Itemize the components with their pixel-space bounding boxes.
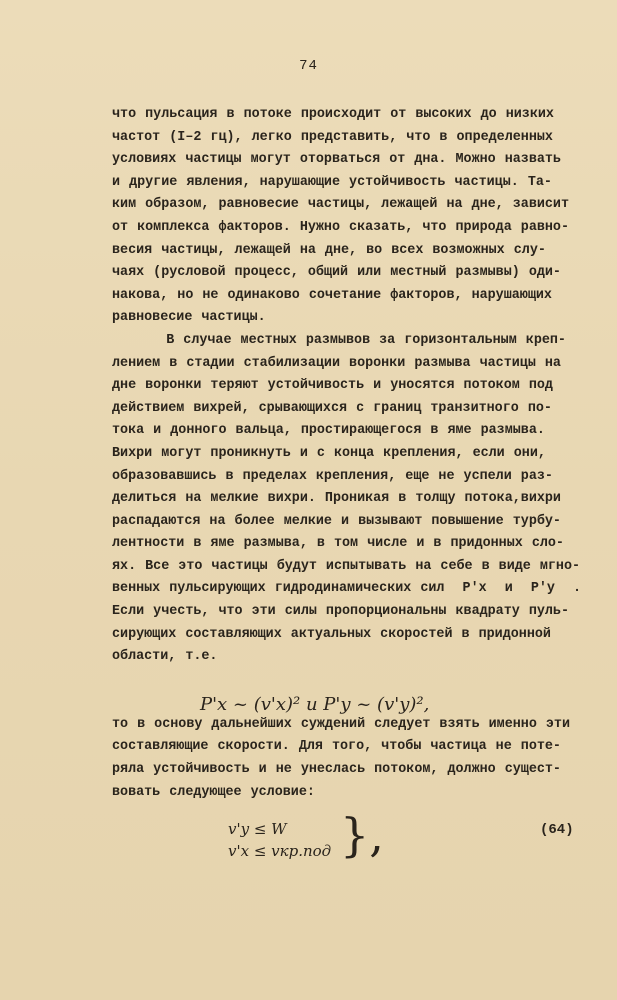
right-brace: }, (340, 808, 384, 862)
text-line: ях. Все это частицы будут испытывать на себе в виде мгно- (112, 558, 581, 574)
text-line: лением в стадии стабилизации воронки размыва частицы на (112, 355, 561, 371)
text-line: весия частицы, лежащей на дне, во всех возможных слу- (112, 242, 546, 258)
text-line: ряла устойчивость и не унеслась потоком, должно сущест- (112, 762, 561, 778)
text-line: дне воронки теряют устойчивость и уносятся потоком под (112, 378, 553, 394)
text-line: образовавшись в пределах крепления, еще не успели раз- (112, 468, 553, 484)
condition-line-2: v'x ≤ vкр.под (228, 842, 332, 860)
text-line: равновесие частицы. (112, 310, 266, 326)
text-line: от комплекса факторов. Нужно сказать, что природа равно- (112, 219, 569, 235)
text-line: ким образом, равновесие частицы, лежащей на дне, зависит (112, 197, 569, 213)
text-line: накова, но не одинаково сочетание факторов, нарушающих (112, 287, 552, 303)
text-line: тока и донного вальца, простирающегося в яме размыва. (112, 423, 545, 439)
text-line: делиться на мелкие вихри. Проникая в толщу потока,вихри (112, 491, 561, 507)
text-line: частот (I–2 гц), легко представить, что в определенных (112, 129, 553, 145)
condition-line-1: v'y ≤ W (228, 820, 287, 838)
text-line: вовать следующее условие: (112, 784, 315, 800)
formula-condition (228, 818, 331, 862)
formula-proportionality: P'x ~ (v'x)² и P'y ~ (v'y)², (200, 694, 430, 715)
text-line: чаях (русловой процесс, общий или местный размывы) оди- (112, 265, 561, 281)
text-line: Если учесть, что эти силы пропорциональны квадрату пуль- (112, 604, 569, 620)
text-line: составляющие скорости. Для того, чтобы частица не поте- (112, 739, 561, 755)
text-line: то в основу дальнейших суждений следует взять именно эти (112, 716, 570, 732)
text-line: распадаются на более мелкие и вызывают повышение турбу- (112, 513, 561, 529)
text-line: действием вихрей, срывающихся с границ транзитного по- (112, 400, 552, 416)
text-line: условиях частицы могут оторваться от дна. Можно назвать (112, 152, 561, 168)
text-line: сирующих составляющих актуальных скоростей в придонной (112, 626, 551, 642)
equation-number: (64) (540, 822, 574, 838)
text-line: В случае местных размывов за горизонтальным креп- (112, 332, 566, 348)
text-line: и другие явления, нарушающие устойчивость частицы. Та- (112, 174, 552, 190)
text-line: Вихри могут проникнуть и с конца крепления, если они, (112, 445, 546, 461)
text-line: что пульсация в потоке происходит от высоких до низких (112, 107, 554, 122)
text-line: венных пульсирующих гидродинамических сил P'x и P'y . (112, 581, 582, 597)
text-line: лентности в яме размыва, в том числе и в придонных сло- (112, 536, 564, 552)
page-number: 74 (299, 58, 318, 74)
text-line: области, т.е. (112, 649, 218, 665)
